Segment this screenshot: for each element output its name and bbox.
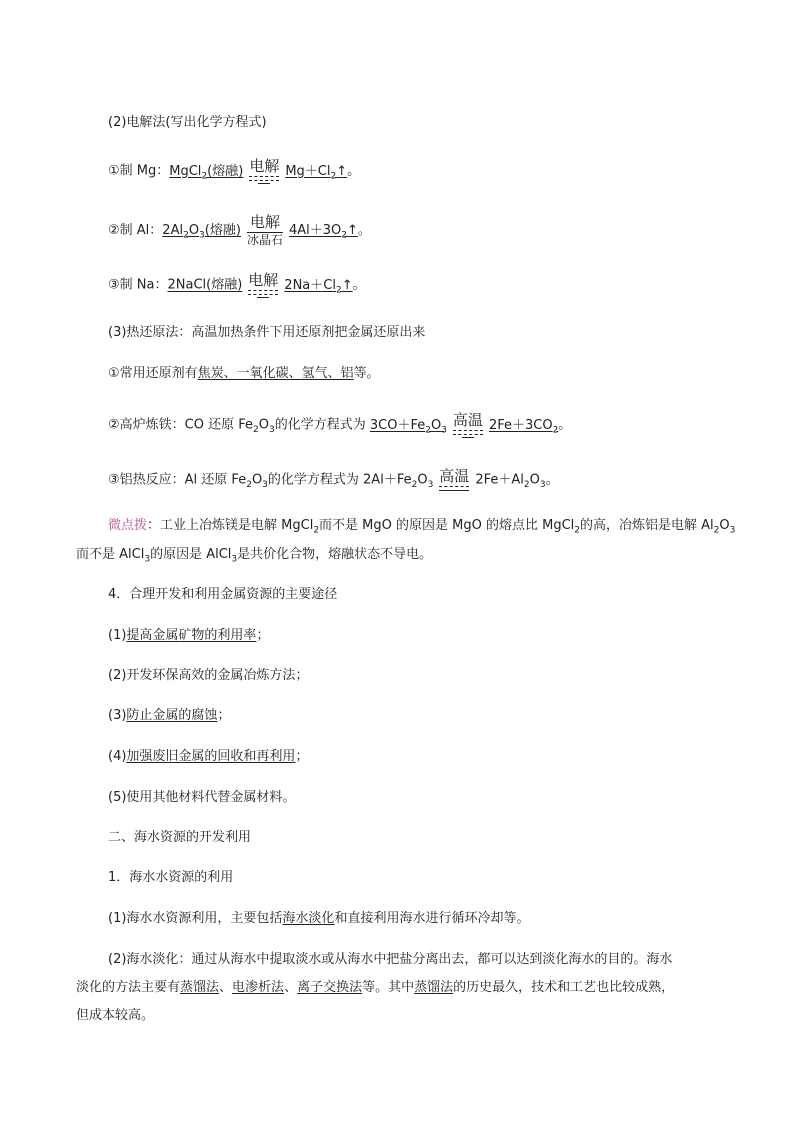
list-item: (3)防止金属的腐蚀；: [108, 708, 231, 723]
section-seawater-title: 二、海水资源的开发利用: [108, 830, 252, 845]
blast-reactant: $3CO+Fe_2O_3$: [369, 417, 447, 436]
blast-condition: 高温: [453, 412, 483, 438]
mg-product: $Mg+Cl_2↑$: [285, 163, 348, 182]
water-use-line: (1)海水水资源利用，主要包括海水淡化和直接利用海水进行循环冷却等。: [108, 911, 530, 926]
tip-line-1: 微点拨：工业上冶炼镁是电解 MgCl$_2$而不是 MgO 的原因是 MgO 的熔点比 MgCl$_2$的高，冶炼铝是电解 $Al_2O_3$: [108, 518, 736, 536]
subsection-water-use-title: 1．海水水资源的利用: [108, 870, 234, 885]
equation-thermite: ③铝热反应：Al 还原 $Fe_2O_3$的化学方程式为 $2Al+Fe_2O_3$ 高温 $2Fe+Al_2O_3$。: [108, 467, 559, 491]
al-reactant: $2Al_2O_3$(熔融): [162, 223, 241, 241]
thermite-condition: 高温: [439, 468, 469, 492]
equation-na: ③制 Na：2NaCl(熔融) 电解 $2Na+Cl_2↑$。: [108, 272, 366, 300]
desalination-line-3: 但成本较高。: [76, 1008, 155, 1023]
section-electrolysis-title: (2)电解法(写出化学方程式): [108, 115, 267, 130]
na-product: $2Na+Cl_2↑$: [284, 277, 353, 296]
tip-line-2: 而不是 AlCl$_3$的原因是 AlCl$_3$是共价化合物，熔融状态不导电。: [76, 547, 433, 565]
al-condition: 电解 冰晶石: [246, 213, 283, 247]
section-thermal-reduction-title: (3)热还原法：高温加热条件下用还原剂把金属还原出来: [108, 325, 426, 340]
reducers-line: ①常用还原剂有焦炭、一氧化碳、氢气、铝等。: [108, 366, 380, 381]
tip-label: 微点拨: [108, 518, 148, 533]
blast-product: $2Fe+3CO_2$: [488, 417, 559, 436]
list-item: (4)加强废旧金属的回收和再利用；: [108, 749, 309, 764]
equation-blast-furnace: ②高炉炼铁：CO 还原 $Fe_2O_3$的化学方程式为 $3CO+Fe_2O_3$ 高温 $2Fe+3CO_2$。: [108, 412, 571, 440]
list-item: (2)开发环保高效的金属冶炼方法；: [108, 668, 309, 683]
list-item: (5)使用其他材料代替金属材料。: [108, 790, 296, 805]
equation-al: ②制 Al：$2Al_2O_3$(熔融) 电解 冰晶石 $4Al+3O_2↑$。: [108, 213, 371, 247]
mg-condition: 电解: [249, 158, 279, 184]
section-resource-ways-title: 4．合理开发和利用金属资源的主要途径: [108, 587, 338, 602]
mg-reactant: MgCl$_2$(熔融): [169, 163, 244, 182]
desalination-line-1: (2)海水淡化：通过从海水中提取淡水或从海水中把盐分离出去，都可以达到淡化海水的目的。海水: [108, 952, 673, 967]
desalination-line-2: 淡化的方法主要有蒸馏法、电渗析法、离子交换法等。其中蒸馏法的历史最久，技术和工艺也比较成熟，: [76, 980, 675, 995]
na-condition: 电解: [248, 272, 278, 298]
na-reactant: 2NaCl(熔融): [167, 277, 243, 293]
equation-mg: ①制 Mg：MgCl$_2$(熔融) 电解 $Mg+Cl_2↑$。: [108, 158, 360, 186]
list-item: (1)提高金属矿物的利用率；: [108, 628, 270, 643]
al-product: $4Al+3O_2↑$: [288, 223, 358, 241]
